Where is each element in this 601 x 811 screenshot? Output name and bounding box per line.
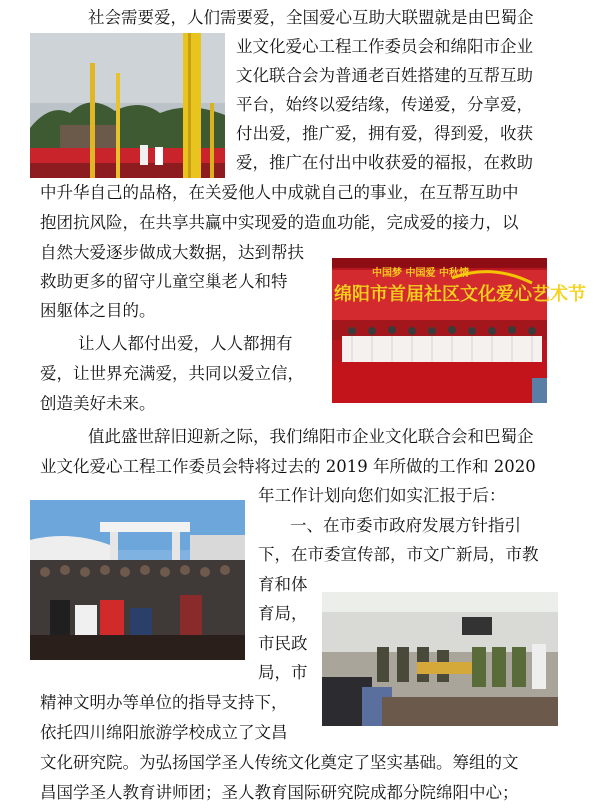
article-line: 付出爱，推广爱，拥有爱，得到爱，收获 [236,124,533,143]
article-line: 文化联合会为普通老百姓搭建的互帮互助 [236,66,533,85]
article-line: 一、在市委市政府发展方针指引 [290,516,521,535]
stage-banner-title: 绵阳市首届社区文化爱心艺术节 [334,284,586,305]
article-line: 年工作计划向您们如实汇报于后： [258,486,506,505]
article-line: 文化研究院。为弘扬国学圣人传统文化奠定了坚实基础。筹组的文 [40,753,519,772]
article-line: 值此盛世辞旧迎新之际，我们绵阳市企业文化联合会和巴蜀企 [88,427,534,446]
article-line: 业文化爱心工程工作委员会和绵阳市企业 [236,37,533,56]
article-line: 让人人都付出爱，人人都拥有 [78,334,293,353]
article-line: 局，市 [258,663,308,682]
ceremony-photo [30,33,225,178]
article-line: 平台，始终以爱结缘，传递爱，分享爱， [236,95,533,114]
crowd-photo [30,500,245,660]
article-line: 社会需要爱，人们需要爱，全国爱心互助大联盟就是由巴蜀企 [88,8,534,27]
article-line: 创造美好未来。 [40,394,156,413]
article-line: 育和体 [258,575,308,594]
article-line: 抱团抗风险，在共享共赢中实现爱的造血功能，完成爱的接力，以 [40,213,519,232]
article-line: 市民政 [258,634,308,653]
article-line: 救助更多的留守儿童空巢老人和特 [40,272,288,291]
stage-banner-slogan: 中国梦 中国爱 中秋情 [372,268,469,279]
article-line: 业文化爱心工程工作委员会特将过去的 2019 年所做的工作和 2020 [40,457,536,476]
stage-banner-photo [332,258,586,403]
article-line: 爱，推广在付出中收获爱的福报，在救助 [236,153,533,172]
article-line: 困躯体之目的。 [40,301,156,320]
article-line: 下，在市委宣传部，市文广新局，市教 [258,545,539,564]
article-line: 依托四川绵阳旅游学校成立了文昌 [40,723,288,742]
article-line: 育局， [258,604,308,623]
indoor-event-photo [322,592,558,726]
article-line: 中升华自己的品格，在关爱他人中成就自己的事业，在互帮互助中 [40,183,519,202]
article-line: 爱，让世界充满爱，共同以爱立信， [40,364,304,383]
article-line: 精神文明办等单位的指导支持下， [40,693,288,712]
article-line: 昌国学圣人教育讲师团；圣人教育国际研究院成都分院绵阳中心； [40,783,519,802]
article-line: 自然大爱逐步做成大数据，达到帮扶 [40,243,304,262]
